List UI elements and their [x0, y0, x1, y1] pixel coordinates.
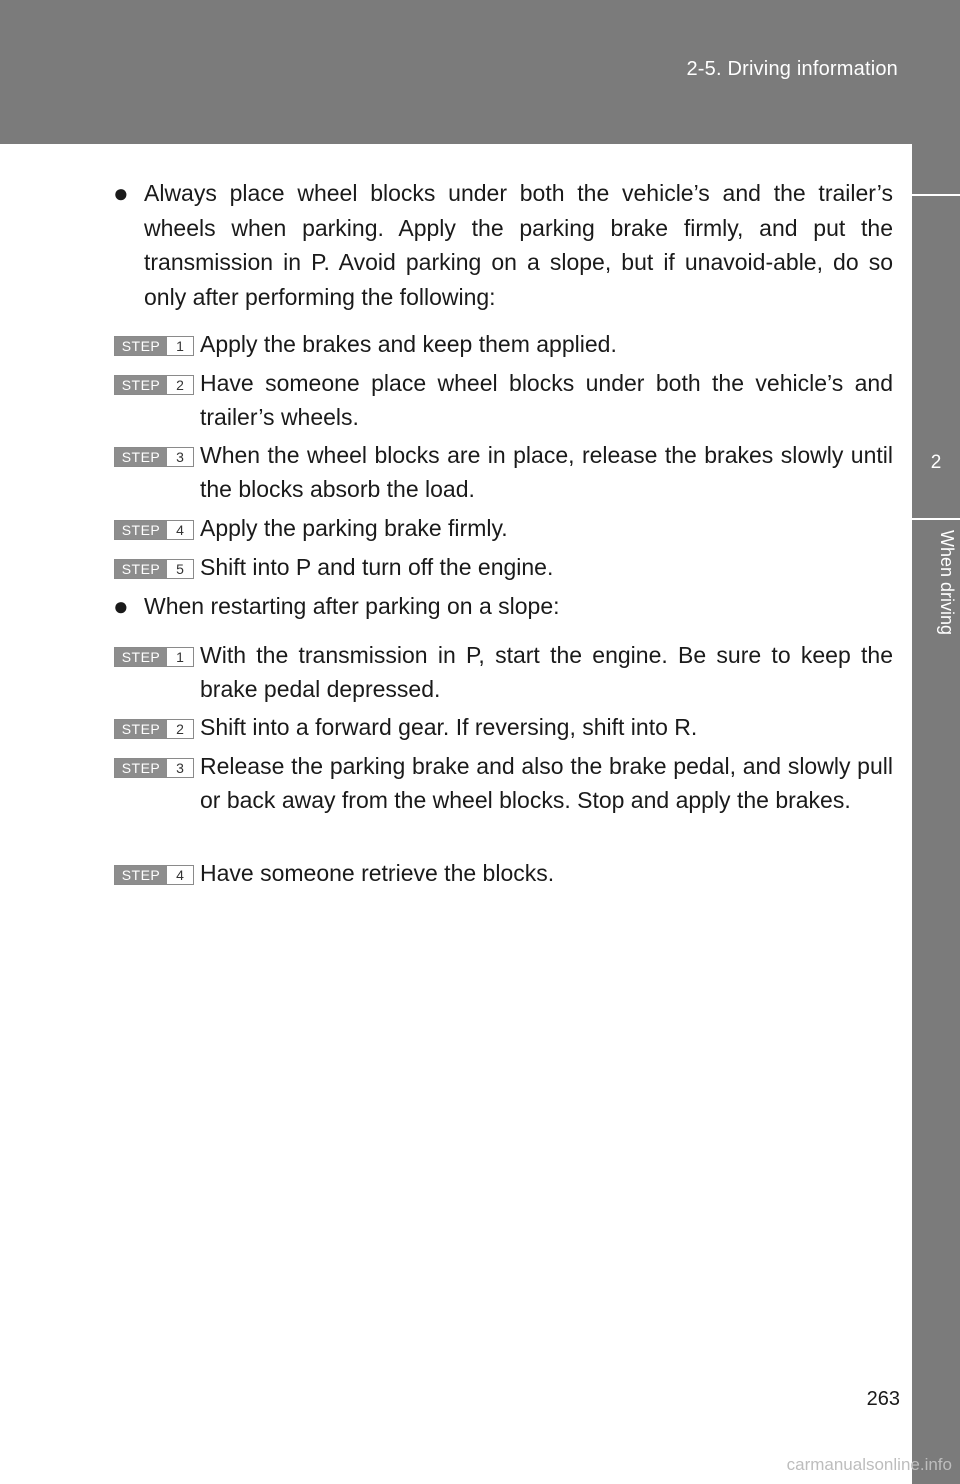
- step-badge: STEP 3: [114, 758, 194, 778]
- step-text: With the transmission in P, start the engine. Be sure to keep the brake pedal depressed.: [200, 642, 893, 702]
- step-badge: STEP 2: [114, 375, 194, 395]
- step-text: Have someone place wheel blocks under both the vehicle’s and trailer’s wheels.: [200, 370, 893, 430]
- step-text: Have someone retrieve the blocks.: [200, 860, 555, 886]
- bullet-text: Always place wheel blocks under both the vehicle’s and the trailer’s wheels when parking. Apply the parking brake firmly, and put the transmission in P. Avoid parking on a slope, but if unavoid-able, do so only after performing the following:: [144, 180, 893, 310]
- step-text: Release the parking brake and also the brake pedal, and slowly pull or back away from the wheel blocks. Stop and apply the brakes.: [200, 753, 893, 813]
- step-text: Apply the brakes and keep them applied.: [200, 331, 617, 357]
- bullet-restart: [113, 589, 893, 624]
- step-item: [114, 511, 893, 545]
- step-item: [114, 366, 893, 434]
- step-text: Apply the parking brake firmly.: [200, 515, 508, 541]
- bullet-parking: [113, 176, 893, 314]
- page-header: [0, 0, 960, 144]
- bullet-text: When restarting after parking on a slope:: [144, 593, 560, 619]
- step-item: [114, 749, 893, 817]
- section-title: 2-5. Driving information: [686, 58, 898, 80]
- step-item: [114, 638, 893, 706]
- bullet-dot-icon: ●: [113, 591, 129, 621]
- step-item: [114, 438, 893, 506]
- step-text: Shift into a forward gear. If reversing, shift into R.: [200, 714, 698, 740]
- step-item: [114, 710, 893, 744]
- step-item: [114, 550, 893, 584]
- step-badge: STEP 5: [114, 559, 194, 579]
- chapter-tab-lower: [912, 520, 960, 1484]
- step-item: [114, 856, 893, 890]
- step-text: When the wheel blocks are in place, release the brakes slowly until the blocks absorb the load.: [200, 442, 893, 502]
- step-badge: STEP 1: [114, 647, 194, 667]
- page-number: 263: [866, 1388, 900, 1410]
- step-badge: STEP 1: [114, 336, 194, 356]
- step-badge: STEP 4: [114, 865, 194, 885]
- step-text: Shift into P and turn off the engine.: [200, 554, 554, 580]
- watermark: carmanualsonline.info: [786, 1455, 952, 1474]
- step-badge: STEP 3: [114, 447, 194, 467]
- bullet-dot-icon: ●: [113, 178, 129, 208]
- side-tab-top: [912, 144, 960, 194]
- step-badge: STEP 4: [114, 520, 194, 540]
- chapter-number: 2: [930, 452, 942, 473]
- step-item: [114, 327, 893, 361]
- chapter-label: When driving: [937, 530, 957, 636]
- step-badge: STEP 2: [114, 719, 194, 739]
